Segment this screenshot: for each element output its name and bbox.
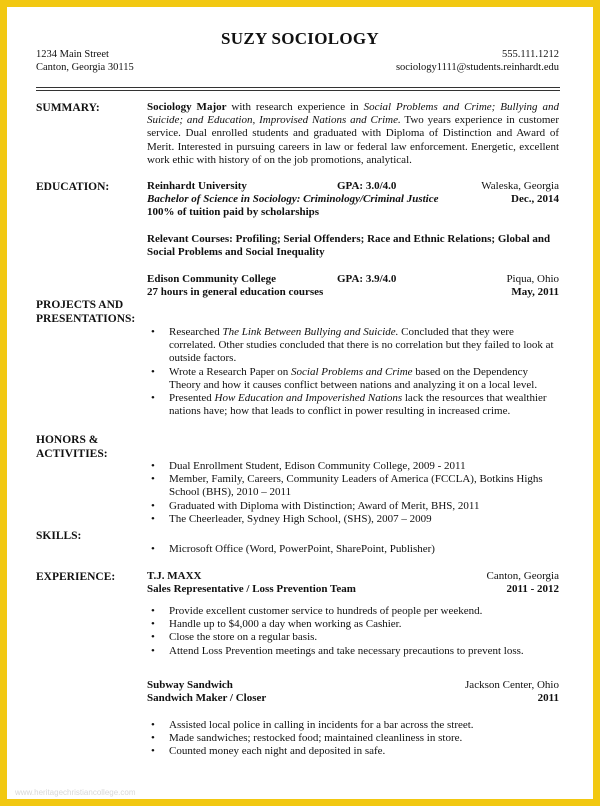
header-divider-top bbox=[36, 87, 560, 88]
job-2-location: Jackson Center, Ohio bbox=[465, 679, 559, 691]
list-item: • Attend Loss Prevention meetings and take necessary precautions to prevent loss. bbox=[147, 645, 559, 658]
skills-heading: SKILLS: bbox=[36, 530, 82, 542]
summary-heading: SUMMARY: bbox=[36, 102, 100, 114]
list-item bbox=[147, 392, 559, 418]
watermark-text: www.heritagechristiancollege.com bbox=[15, 788, 136, 797]
item-title: The Link Between Bullying and Suicide. bbox=[222, 326, 399, 338]
school-1-degree: Bachelor of Science in Sociology: Criminology/Criminal Justice bbox=[147, 193, 439, 205]
school-1-date: Dec., 2014 bbox=[511, 193, 559, 205]
school-2-name: Edison Community College bbox=[147, 273, 276, 285]
skills-list bbox=[147, 543, 559, 556]
projects-list bbox=[147, 326, 559, 418]
item-text: Wrote a Research Paper on bbox=[169, 365, 292, 378]
school-1-gpa: GPA: 3.0/4.0 bbox=[337, 180, 397, 192]
list-item: • Close the store on a regular basis. bbox=[147, 631, 559, 644]
projects-heading-line-2: PRESENTATIONS: bbox=[36, 313, 136, 325]
list-item: • Counted money each night and deposited in safe. bbox=[147, 745, 559, 758]
school-2-location: Piqua, Ohio bbox=[506, 273, 559, 285]
honors-list bbox=[147, 460, 559, 526]
job-2-employer: Subway Sandwich bbox=[147, 679, 233, 691]
education-heading: EDUCATION: bbox=[36, 181, 110, 193]
school-1-note: 100% of tuition paid by scholarships bbox=[147, 206, 320, 218]
summary-text bbox=[147, 101, 559, 167]
address-line-2: Canton, Georgia 30115 bbox=[36, 62, 134, 73]
resume-name: SUZY SOCIOLOGY bbox=[220, 29, 380, 48]
job-2-dates: 2011 bbox=[537, 692, 559, 704]
school-1-name: Reinhardt University bbox=[147, 180, 247, 192]
list-item: • Made sandwiches; restocked food; maintained cleanliness in store. bbox=[147, 732, 559, 745]
job-1-title: Sales Representative / Loss Prevention Team bbox=[147, 583, 356, 595]
list-item: • Assisted local police in calling in incidents for a bar across the street. bbox=[147, 719, 559, 732]
school-2-gpa: GPA: 3.9/4.0 bbox=[337, 273, 397, 285]
item-text: Presented bbox=[169, 392, 215, 405]
resume-page bbox=[7, 7, 593, 799]
email-address[interactable]: sociology1111@students.reinhardt.edu bbox=[395, 62, 559, 73]
header-divider-bottom bbox=[36, 90, 560, 91]
list-item: • Handle up to $4,000 a day when working as Cashier. bbox=[147, 618, 559, 631]
list-item: • Member, Family, Careers, Community Leaders of America (FCCLA), Botkins Highs School (BHS), 2010 – 2011 bbox=[147, 473, 559, 499]
summary-rest: Two years experience in customer service. Dual enrolled students and graduated with Diploma of Distinction and Award of Merit. Interested in pursuing careers in law or federal law enforcement. Energetic, excellent work ethic with history of on the job promotions, analytical. bbox=[147, 114, 559, 166]
item-title: How Education and Impoverished Nations bbox=[214, 392, 403, 405]
job-1-duties bbox=[147, 605, 559, 658]
summary-lead-text: with research experience in bbox=[226, 101, 364, 113]
job-1-location: Canton, Georgia bbox=[486, 570, 559, 582]
item-text: Researched bbox=[169, 326, 223, 338]
list-item: • Provide excellent customer service to hundreds of people per weekend. bbox=[147, 605, 559, 618]
school-1-location: Waleska, Georgia bbox=[481, 180, 559, 192]
list-item: • Microsoft Office (Word, PowerPoint, SharePoint, Publisher) bbox=[147, 543, 559, 556]
job-2-title: Sandwich Maker / Closer bbox=[147, 692, 267, 704]
list-item bbox=[147, 366, 559, 392]
address-line-1: 1234 Main Street bbox=[36, 49, 109, 60]
item-text: lack the resources that wealthier nations have; how that leads to conflict in power resulting in increased crime. bbox=[169, 392, 547, 418]
projects-heading-line-1: PROJECTS AND bbox=[36, 299, 124, 311]
relevant-courses: Relevant Courses: Profiling; Serial Offenders; Race and Ethnic Relations; Global and Social Problems and Social Inequality bbox=[147, 233, 551, 259]
list-item: • Dual Enrollment Student, Edison Community College, 2009 - 2011 bbox=[147, 460, 559, 473]
school-2-date: May, 2011 bbox=[511, 286, 559, 298]
job-2-duties bbox=[147, 719, 559, 759]
item-text: based on the Dependency Theory and how it causes conflict between nations and analyzing it on a local level. bbox=[169, 365, 538, 391]
summary-lead: Sociology Major bbox=[147, 101, 227, 113]
summary-research-areas: Social Problems and Crime; Bullying and Suicide; and Education, Improvised Nations and Crime. bbox=[147, 101, 559, 127]
honors-heading-line-1: HONORS & bbox=[36, 434, 99, 446]
item-title: Social Problems and Crime bbox=[291, 365, 413, 378]
job-1-dates: 2011 - 2012 bbox=[506, 583, 559, 595]
experience-heading: EXPERIENCE: bbox=[36, 571, 116, 583]
list-item: • Graduated with Diploma with Distinction; Award of Merit, BHS, 2011 bbox=[147, 500, 559, 513]
honors-heading-line-2: ACTIVITIES: bbox=[36, 448, 108, 460]
list-item: • The Cheerleader, Sydney High School, (SHS), 2007 – 2009 bbox=[147, 513, 559, 526]
phone-number: 555.111.1212 bbox=[502, 49, 559, 60]
school-2-note: 27 hours in general education courses bbox=[147, 286, 324, 298]
list-item bbox=[147, 326, 559, 366]
job-1-employer: T.J. MAXX bbox=[147, 570, 202, 582]
item-text: Concluded that they were correlated. Other studies concluded that there is no correlation but they failed to look at outside factors. bbox=[169, 326, 554, 365]
